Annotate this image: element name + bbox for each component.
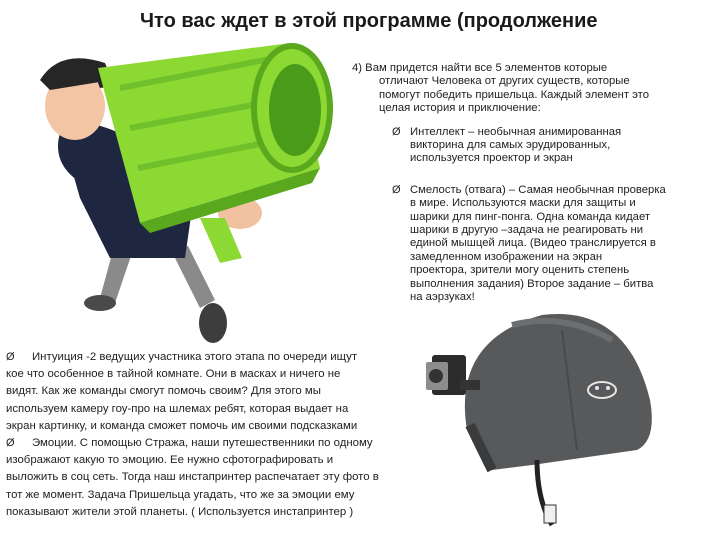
intro-line: отличают Человека от других существ, которые bbox=[379, 75, 630, 88]
bullet-line: проектора, зрители могу оценить степень bbox=[410, 264, 630, 277]
text-line: Ø Эмоции. С помощью Стража, наши путешественники по одному bbox=[6, 435, 426, 452]
text-line: выложить в соц сеть. Тогда наш инстапринтер распечатает эту фото в bbox=[6, 471, 379, 484]
bullet-line: выполнения задания) Второе задание – битва bbox=[410, 277, 654, 290]
bullet-line: используется проектор и экран bbox=[410, 152, 573, 165]
text-line: показывают жители этой планеты. ( Используется инстапринтер ) bbox=[6, 505, 354, 518]
bullet-line: шарики в другую –задача не реагировать ни bbox=[410, 224, 644, 237]
bullet-line: викторина для самых эрудированных, bbox=[410, 139, 611, 152]
text-line: изображают какую то эмоцию. Ее нужно сфотографировать и bbox=[6, 454, 334, 467]
text-line: тот же момент. Задача Пришельца угадать, что же за эмоции ему bbox=[6, 488, 355, 501]
intro-line: 4) Вам придется найти все 5 элементов которые bbox=[352, 62, 608, 74]
bullet-arrow-icon: Ø bbox=[6, 437, 15, 450]
text-line: кое что особенное в тайной комнате. Они в масках и ничего не bbox=[6, 368, 341, 381]
helmet-with-camera-photo bbox=[412, 300, 662, 535]
bullet-line: Смелость (отвага) – Самая необычная проверка bbox=[410, 183, 666, 196]
bullet-line: замедленном изображении на экран bbox=[410, 250, 603, 263]
bullet-line: шарики для пинг-понга. Одна команда кидает bbox=[410, 210, 651, 223]
intro-line: помогут победить пришельца. Каждый элемент это bbox=[379, 88, 650, 101]
text-line: используем камеру гоу-про на шлемах ребят, которая выдает на bbox=[6, 402, 349, 415]
page-title: Что вас ждет в этой программе (продолжение bbox=[140, 10, 598, 32]
bullet-arrow-icon: Ø bbox=[392, 183, 401, 196]
bullet-line: Интеллект – необычная анимированная bbox=[410, 125, 622, 138]
boy-with-air-cannon-photo bbox=[20, 18, 350, 348]
bullet-arrow-icon: Ø bbox=[392, 125, 401, 138]
left-column-text bbox=[6, 349, 426, 521]
bullet-line: единой мышцей лица. (Видео транслируется в bbox=[410, 237, 656, 250]
bullet-line: на аэрзуках! bbox=[410, 291, 475, 304]
text-line: экран картинку, и команда сможет помочь им своими подсказками bbox=[6, 419, 358, 432]
bullet-intellect bbox=[352, 126, 702, 166]
intro-paragraph bbox=[352, 62, 702, 116]
right-column-text bbox=[352, 62, 702, 323]
text-line: Ø Интуиция -2 ведущих участника этого этапа по очереди ищут bbox=[6, 349, 426, 366]
intro-line: целая история и приключение: bbox=[379, 102, 541, 115]
bullet-arrow-icon: Ø bbox=[6, 351, 15, 363]
bullet-courage bbox=[352, 184, 702, 305]
bullet-line: в мире. Используются маски для защиты и bbox=[410, 197, 636, 210]
text-line: видят. Как же команды смогут помочь своим? Для этого мы bbox=[6, 385, 321, 398]
